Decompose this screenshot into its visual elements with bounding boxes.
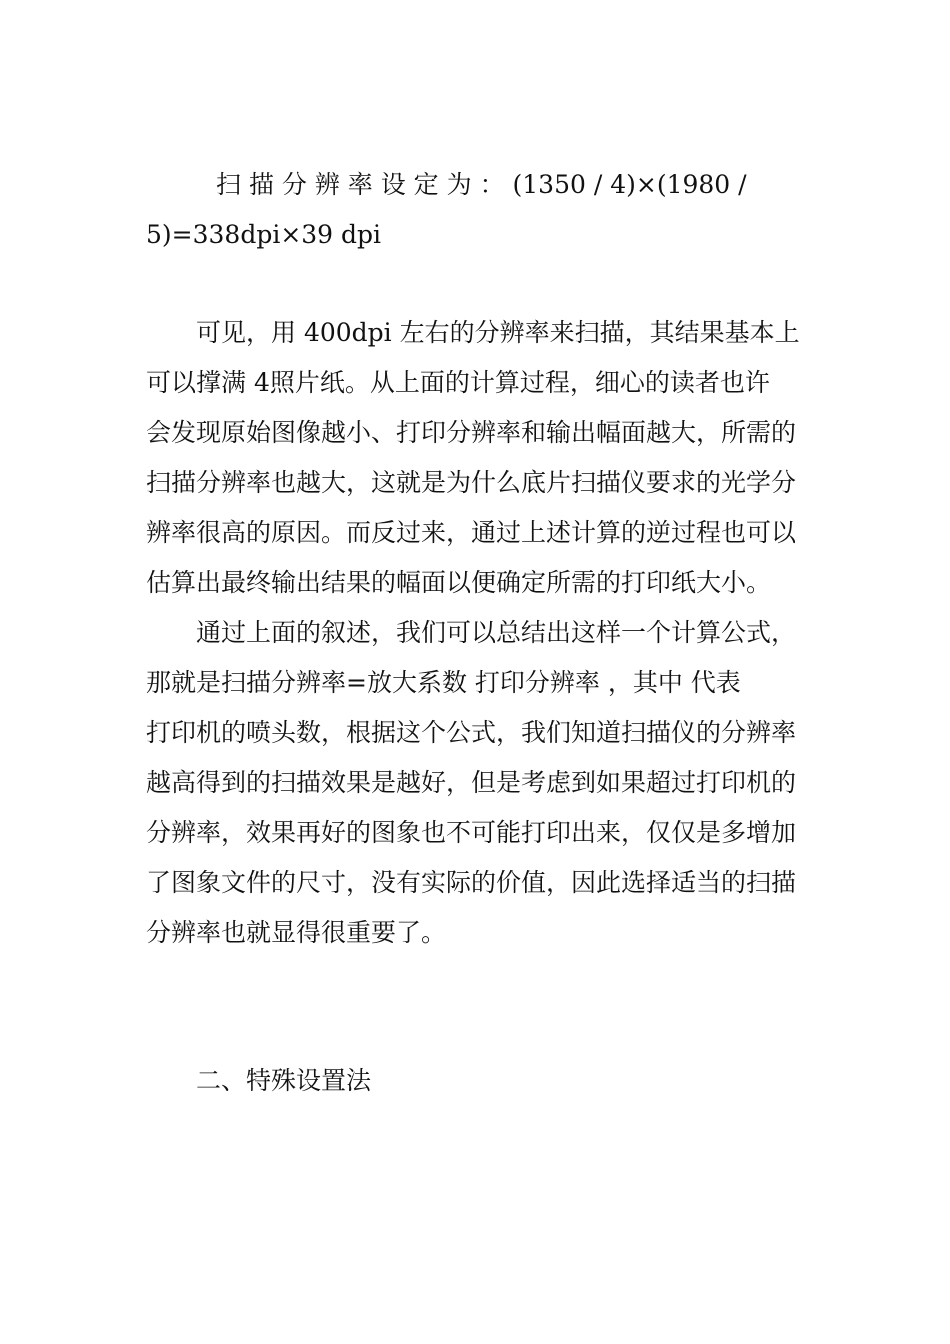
summary-line-7: 分辨率也就显得很重要了。 (146, 918, 447, 947)
summary-line-3: 打印机的喷头数，根据这个公式，我们知道扫描仪的分辨率 (146, 718, 797, 747)
summary-line-1: 通过上面的叙述，我们可以总结出这样一个计算公式， (196, 618, 797, 647)
summary-line-6: 了图象文件的尺寸，没有实际的价值，因此选择适当的扫描 (146, 868, 797, 897)
formula-line-2: 5)=338dpi×39 dpi (146, 220, 382, 249)
result-line-4: 扫描分辨率也越大，这就是为什么底片扫描仪要求的光学分 (146, 468, 797, 497)
result-line-3: 会发现原始图像越小、打印分辨率和输出幅面越大，所需的 (146, 418, 797, 447)
formula-line-1: 扫 描 分 辨 率 设 定 为 ： (1350 / 4)×(1980 / (216, 170, 747, 199)
result-line-6: 估算出最终输出结果的幅面以便确定所需的打印纸大小。 (146, 568, 772, 597)
summary-line-2: 那就是扫描分辨率=放大系数 打印分辨率 ，其中 代表 (146, 668, 741, 697)
summary-line-5: 分辨率，效果再好的图象也不可能打印出来，仅仅是多增加 (146, 818, 797, 847)
summary-line-4: 越高得到的扫描效果是越好，但是考虑到如果超过打印机的 (146, 768, 797, 797)
result-line-5: 辨率很高的原因。而反过来，通过上述计算的逆过程也可以 (146, 518, 797, 547)
section-heading: 二、特殊设置法 (196, 1066, 372, 1095)
result-line-2: 可以撑满 4照片纸。从上面的计算过程，细心的读者也许 (146, 368, 770, 397)
result-line-1: 可见，用 400dpi 左右的分辨率来扫描，其结果基本上 (196, 318, 800, 347)
